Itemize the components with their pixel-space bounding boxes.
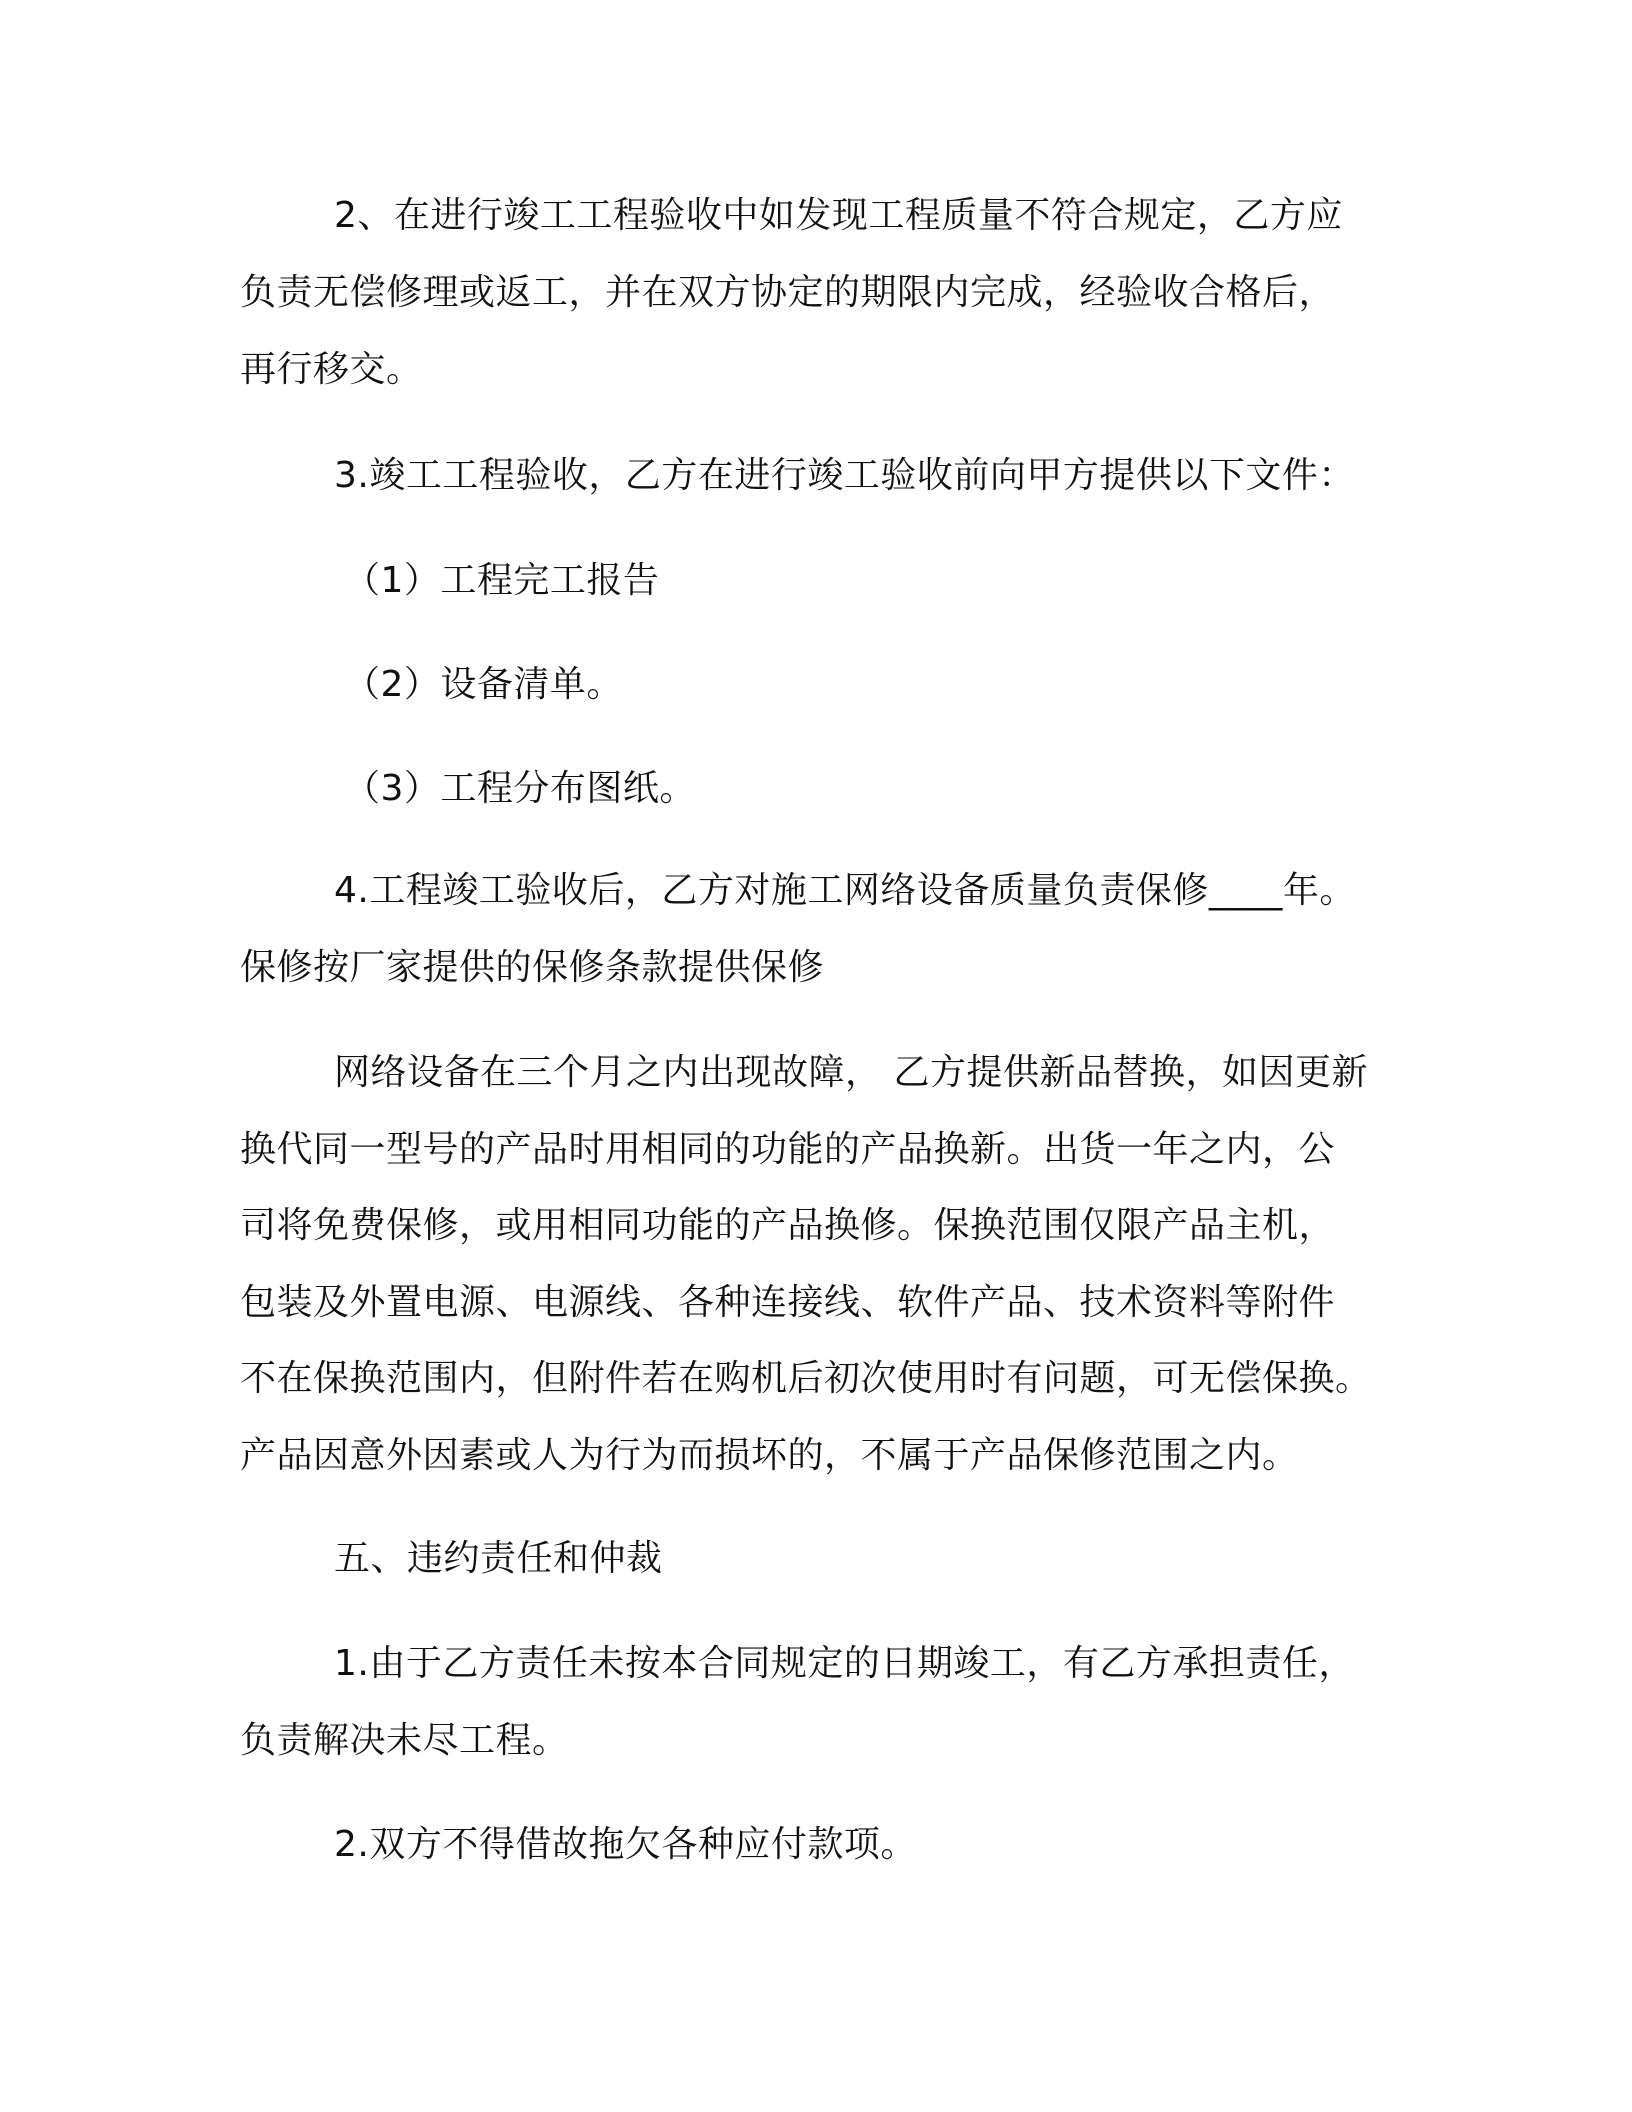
paragraph-2-line-1: 2、在进行竣工工程验收中如发现工程质量不符合规定，乙方应: [334, 195, 1343, 236]
paragraph-3-line-1: 3.竣工工程验收，乙方在进行竣工验收前向甲方提供以下文件：: [334, 455, 1355, 496]
paragraph-warranty-line-3: 司将免费保修，或用相同功能的产品换修。保换范围仅限产品主机，: [240, 1205, 1336, 1246]
paragraph-2-line-2: 负责无偿修理或返工，并在双方协定的期限内完成，经验收合格后，: [240, 272, 1336, 313]
paragraph-warranty-line-5: 不在保换范围内，但附件若在购机后初次使用时有问题，可无偿保换。: [240, 1358, 1372, 1399]
list-item-1: （1）工程完工报告: [344, 560, 660, 601]
paragraph-warranty-line-4: 包装及外置电源、电源线、各种连接线、软件产品、技术资料等附件: [240, 1282, 1336, 1323]
list-item-3: （3）工程分布图纸。: [344, 768, 696, 809]
paragraph-warranty-line-6: 产品因意外因素或人为行为而损坏的，不属于产品保修范围之内。: [240, 1435, 1299, 1476]
paragraph-4-line-2: 保修按厂家提供的保修条款提供保修: [240, 947, 825, 988]
paragraph-5-2-line-1: 2.双方不得借故拖欠各种应付款项。: [334, 1824, 917, 1865]
paragraph-5-1-line-1: 1.由于乙方责任未按本合同规定的日期竣工，有乙方承担责任，: [334, 1643, 1355, 1684]
paragraph-2-line-3: 再行移交。: [240, 349, 423, 390]
paragraph-4-line-1: 4.工程竣工验收后，乙方对施工网络设备质量负责保修____年。: [334, 870, 1356, 911]
list-item-2: （2）设备清单。: [344, 664, 623, 705]
paragraph-5-1-line-2: 负责解决未尽工程。: [240, 1720, 569, 1761]
paragraph-warranty-line-1: 网络设备在三个月之内出现故障， 乙方提供新品替换，如因更新: [334, 1052, 1368, 1093]
section-heading-5: 五、违约责任和仲裁: [334, 1538, 663, 1579]
paragraph-warranty-line-2: 换代同一型号的产品时用相同的功能的产品换新。出货一年之内，公: [240, 1129, 1336, 1170]
